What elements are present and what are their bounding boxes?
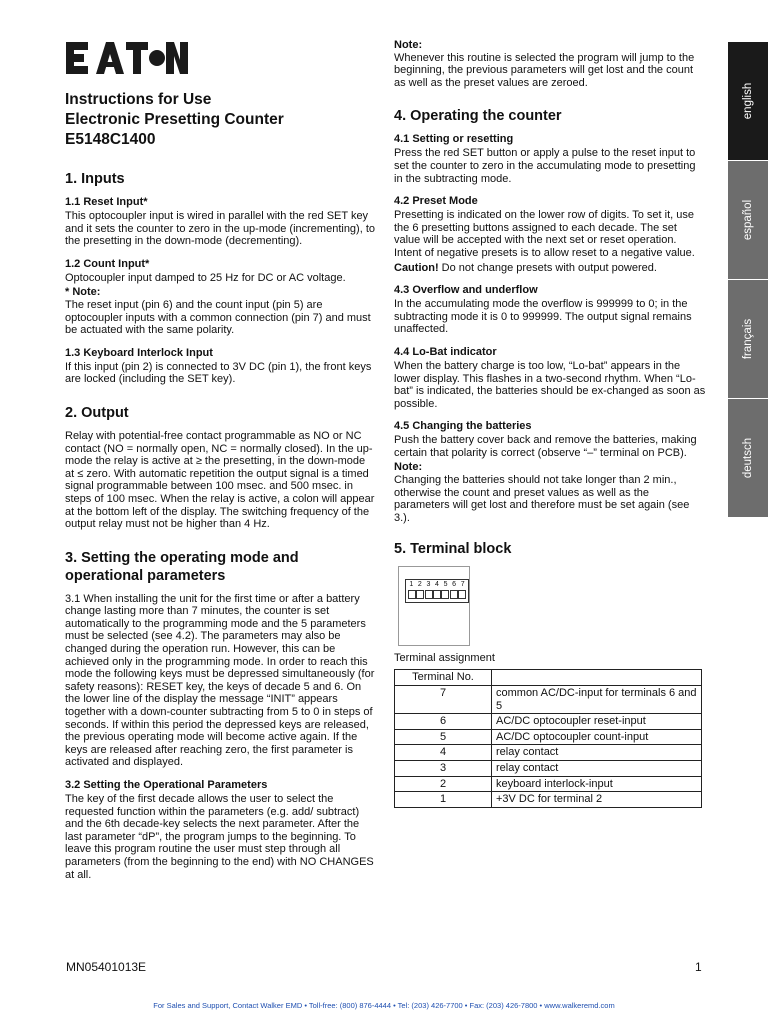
table-header-row	[395, 670, 702, 686]
terminal-description: AC/DC optocoupler count-input	[492, 729, 702, 745]
terminal-screws	[406, 589, 468, 600]
section-1-3-text: If this input (pin 2) is connected to 3V DC (pin 1), the front keys are locked (including the SET key).	[65, 360, 372, 386]
table-row	[395, 714, 702, 730]
terminal-number: 6	[395, 714, 492, 730]
table-header-terminal: Terminal No.	[395, 670, 492, 686]
battery-note-heading: Note:	[394, 461, 423, 474]
tab-english-label: english	[742, 82, 754, 120]
section-1-note-heading: * Note:	[65, 286, 101, 299]
section-1-3-heading: 1.3 Keyboard Interlock Input	[65, 346, 213, 359]
terminal-number: 1	[395, 792, 492, 808]
terminal-description: relay contact	[492, 761, 702, 777]
page-number: 1	[695, 960, 702, 974]
table-row	[395, 776, 702, 792]
section-1-2-text: Optocoupler input damped to 25 Hz for DC or AC voltage.	[65, 271, 346, 284]
pin-number: 1	[409, 581, 414, 589]
terminal-strip	[405, 579, 469, 603]
tab-english[interactable]	[728, 42, 768, 160]
terminal-description: +3V DC for terminal 2	[492, 792, 702, 808]
section-4-3-heading: 4.3 Overflow and underflow	[394, 284, 538, 297]
section-1-2-heading: 1.2 Count Input*	[65, 257, 150, 270]
section-1-1-text: This optocoupler input is wired in parallel with the red SET key and it sets the counter to zero in the up-mode (incrementing), to the presetting in the down-mode (decrementing).	[65, 210, 375, 248]
section-5-heading: 5. Terminal block	[394, 541, 512, 558]
terminal-description: AC/DC optocoupler reset-input	[492, 714, 702, 730]
tab-francais-label: français	[742, 318, 754, 360]
terminal-caption: Terminal assignment	[394, 652, 495, 665]
terminal-block-figure	[398, 566, 470, 646]
terminal-description: keyboard interlock-input	[492, 776, 702, 792]
pin-number: 7	[460, 581, 465, 589]
tab-deutsch[interactable]	[728, 399, 768, 517]
section-2-text: Relay with potential-free contact programmable as NO or NC contact (NO = normally open, NC = normally closed). In the up-mode the relay is active at ≥ the presetting, in the down-mode at ≤ zero. With automatic repetition the output signal is a timed signal programmable between 100 msec. and 500 msec. in steps of 100 msec. When the relay is active, a colon will appear at the bottom left of the display. The switching frequency of the output relay must not be higher than 4 Hz.	[65, 429, 375, 531]
section-4-5-text: Push the battery cover back and remove the batteries, making certain that polarity is correct (observe “–” terminal on PCB).	[394, 434, 697, 459]
table-row	[395, 761, 702, 777]
table-row	[395, 729, 702, 745]
caution-label: Caution!	[394, 261, 439, 274]
terminal-screw	[425, 590, 433, 599]
right-column	[394, 39, 706, 808]
tab-deutsch-label: deutsch	[742, 437, 754, 479]
section-1-note-text: The reset input (pin 6) and the count input (pin 5) are optocoupler inputs with a common connection (pin 7) and must be actuated with the same polarity.	[65, 298, 371, 337]
section-4-5-heading: 4.5 Changing the batteries	[394, 420, 532, 433]
terminal-number: 3	[395, 761, 492, 777]
language-tabs	[728, 42, 768, 518]
section-4-3-text: In the accumulating mode the overflow is 999999 to 0; in the subtracting mode it is 0 to 999999. The output signal remains unaffected.	[394, 298, 692, 336]
terminal-screw	[433, 590, 441, 599]
table-header-description	[492, 670, 702, 686]
tab-espanol-label: español	[742, 199, 754, 241]
terminal-number: 4	[395, 745, 492, 761]
section-4-4-heading: 4.4 Lo-Bat indicator	[394, 345, 497, 358]
left-column	[65, 90, 375, 891]
terminal-number: 7	[395, 686, 492, 714]
terminal-description: relay contact	[492, 745, 702, 761]
section-3-heading: 3. Setting the operating mode and operational parameters	[65, 549, 299, 584]
section-4-4-text: When the battery charge is too low, “Lo-bat” appears in the lower display. This flashes in a two-second rhythm. When “Lo-bat” is indicated, the batteries should be ex-changed as soon as possible.	[394, 359, 706, 410]
table-row	[395, 745, 702, 761]
terminal-table	[394, 669, 702, 807]
title-line-3: E5148C1400	[65, 131, 156, 148]
terminal-screw	[458, 590, 466, 599]
pin-number: 2	[417, 581, 422, 589]
section-4-1-text: Press the red SET button or apply a pulse to the reset input to set the counter to zero in the accumulating mode to presetting in the subtracting mode.	[394, 147, 696, 185]
pin-number: 3	[426, 581, 431, 589]
caution-message: Do not change presets with output powered.	[438, 261, 657, 274]
terminal-pin-numbers	[406, 580, 468, 589]
document-title	[65, 90, 375, 150]
footer-contact[interactable]: For Sales and Support, Contact Walker EMD • Toll-free: (800) 876-4444 • Tel: (203) 426-7700 • Fax: (203) 426-7800 • www.walkeremd.com	[153, 1001, 615, 1010]
terminal-number: 5	[395, 729, 492, 745]
pin-number: 4	[435, 581, 439, 589]
pin-number: 6	[452, 581, 457, 589]
pin-number: 5	[443, 581, 448, 589]
table-row	[395, 792, 702, 808]
caution-text	[394, 262, 706, 275]
section-1-heading: 1. Inputs	[65, 171, 125, 187]
section-1-1-heading: 1.1 Reset Input*	[65, 196, 148, 208]
section-3-2-text: The key of the first decade allows the user to select the requested function within the parameters (e.g. add/ subtract) and the 6th decade-key selects the next parameter. After the last parameter “dP”, the program jumps to the beginning. To leave this program routine the user must step through all parameters (from the beginning to the end) with NO CHANGES at all.	[65, 793, 374, 881]
document-number: MN05401013E	[66, 960, 147, 974]
terminal-screw	[408, 590, 416, 599]
section-3-2-heading: 3.2 Setting the Operational Parameters	[65, 779, 268, 791]
section-4-2-text: Presetting is indicated on the lower row of digits. To set it, use the 6 presetting buttons assigned to each decade. The set value will be accepted with the next set or reset operation. Intent of negative presets is to allow reset to a negative value.	[394, 209, 695, 259]
section-4-1-heading: 4.1 Setting or resetting	[394, 133, 514, 146]
section-3-1-text: 3.1 When installing the unit for the first time or after a battery change lasting more than 7 minutes, the counter is set automatically to the programming mode and the 5 parameters must be selected (see 4.2). The parameters may also be changed during the operation run. However, this can be achieved only in the programming mode. In order to reach this mode the following keys must be depressed simultaneously (for safety reasons): RESET key, the keys of decade 5 and 6. On the lower line of the display the message “INIT” appears together with a down-counter subtracting from 5 to 0 in steps of seconds. If within this period the depressed keys are released, the previous operating mode will become active again. If the keys are released after reaching zero, the first parameter is activated and displayed.	[65, 592, 375, 769]
routine-note-text: Whenever this routine is selected the program will jump to the beginning, the previous parameters will get lost and the count as well as the preset values are zeroed.	[394, 51, 695, 89]
section-4-heading: 4. Operating the counter	[394, 108, 562, 125]
table-row	[395, 686, 702, 714]
title-line-2: Electronic Presetting Counter	[65, 111, 284, 128]
routine-note-heading: Note:	[394, 39, 423, 51]
battery-note-text: Changing the batteries should not take longer than 2 min., otherwise the count and preset values as well as the parameters will get lost and therefore must be set again (see 3.).	[394, 474, 690, 524]
terminal-number: 2	[395, 776, 492, 792]
section-4-2-heading: 4.2 Preset Mode	[394, 195, 478, 208]
terminal-description: common AC/DC-input for terminals 6 and 5	[492, 686, 702, 714]
tab-francais[interactable]	[728, 280, 768, 398]
tab-espanol[interactable]	[728, 161, 768, 279]
terminal-screw	[441, 590, 449, 599]
section-2-heading: 2. Output	[65, 404, 129, 421]
title-line-1: Instructions for Use	[65, 91, 212, 108]
eaton-logo	[66, 42, 188, 74]
terminal-screw	[416, 590, 424, 599]
terminal-screw	[450, 590, 458, 599]
